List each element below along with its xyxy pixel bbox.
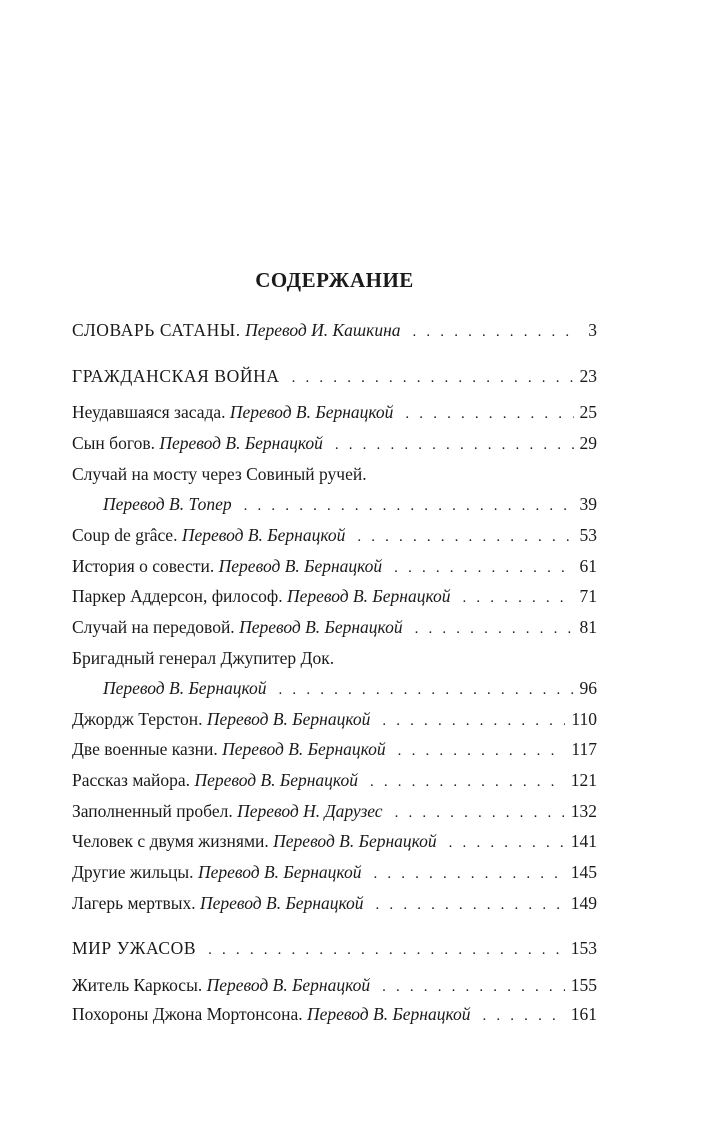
entry-title: Coup de grâce.: [72, 525, 178, 545]
dot-leader: [382, 975, 565, 999]
entry-translator: Перевод В. Бернацкой: [206, 975, 371, 995]
entry-title: Человек с двумя жизнями.: [72, 831, 269, 851]
toc-entry: [72, 492, 597, 516]
entry-translator: Перевод В. Бернацкой: [194, 770, 358, 790]
dot-leader: [398, 739, 566, 763]
entry-translator: Перевод В. Бернацкой: [206, 709, 371, 729]
entry-title: СЛОВАРЬ САТАНЫ.: [72, 320, 241, 340]
entry-title: Сын богов.: [72, 433, 155, 453]
dot-leader: [279, 678, 574, 702]
dot-leader: [335, 433, 574, 457]
entry-translator: Перевод В. Бернацкой: [273, 831, 437, 851]
entry-title: ГРАЖДАНСКАЯ ВОЙНА: [72, 366, 280, 386]
entry-title: Житель Каркосы.: [72, 975, 203, 995]
dot-leader: [357, 525, 573, 549]
dot-leader: [382, 709, 565, 733]
dot-leader: [462, 586, 573, 610]
entry-translator: Перевод В. Бернацкой: [222, 739, 386, 759]
entry-page-number: 39: [579, 494, 597, 514]
entry-page-number: 53: [579, 525, 597, 545]
dot-leader: [208, 938, 565, 962]
toc-entry: [72, 676, 597, 700]
entry-title: Неудавшаяся засада.: [72, 402, 226, 422]
entry-page-number: 161: [570, 1004, 597, 1024]
entry-page-number: 155: [570, 975, 597, 995]
toc-entry: [72, 523, 597, 547]
toc-entry: [72, 973, 597, 997]
entry-title: Джордж Терстон.: [72, 709, 203, 729]
entry-page-number: 71: [579, 586, 597, 606]
dot-leader: [376, 893, 565, 917]
toc-entry: [72, 860, 597, 884]
toc-entry: [72, 431, 597, 455]
dot-leader: [395, 801, 565, 825]
entry-page-number: 61: [579, 556, 597, 576]
entry-title: Две военные казни.: [72, 739, 218, 759]
toc-entry: [72, 615, 597, 639]
toc-entry: [72, 829, 597, 853]
entry-page-number: 149: [570, 893, 597, 913]
entry-translator: Перевод В. Бернацкой: [239, 617, 403, 637]
toc-entry: [72, 737, 597, 761]
entry-translator: Перевод В. Бернацкой: [181, 525, 346, 545]
entry-page-number: 141: [570, 831, 597, 851]
entry-translator: Перевод В. Бернацкой: [306, 1004, 471, 1024]
toc-entry: [72, 768, 597, 792]
entry-page-number: 3: [588, 320, 597, 340]
entry-translator: Перевод В. Бернацкой: [200, 893, 364, 913]
dot-leader: [394, 556, 573, 580]
toc-entry: [72, 554, 597, 578]
entry-translator: Перевод В. Бернацкой: [229, 402, 394, 422]
entry-translator: Перевод И. Кашкина: [245, 320, 401, 340]
entry-page-number: 23: [579, 366, 597, 386]
entry-title: Паркер Аддерсон, философ.: [72, 586, 283, 606]
toc-entry: [72, 400, 597, 424]
entry-translator: Перевод В. Бернацкой: [103, 678, 267, 698]
entry-page-number: 110: [571, 709, 597, 729]
entry-page-number: 81: [579, 617, 597, 637]
toc-entry: [72, 707, 597, 731]
toc-entry: [72, 646, 597, 670]
entry-page-number: 121: [570, 770, 597, 790]
dot-leader: [292, 366, 574, 390]
entry-title: Другие жильцы.: [72, 862, 194, 882]
entry-title: Лагерь мертвых.: [72, 893, 196, 913]
entry-title: Случай на мосту через Совиный ручей.: [72, 464, 367, 484]
entry-translator: Перевод Н. Дарузес: [237, 801, 383, 821]
dot-leader: [415, 617, 574, 641]
dot-leader: [244, 494, 574, 518]
entry-title: Бригадный генерал Джупитер Док.: [72, 648, 335, 668]
dot-leader: [373, 862, 564, 886]
toc-entry: [72, 799, 597, 823]
entry-page-number: 145: [570, 862, 597, 882]
dot-leader: [370, 770, 565, 794]
entry-translator: Перевод В. Бернацкой: [286, 586, 451, 606]
entry-page-number: 96: [579, 678, 597, 698]
entry-page-number: 132: [570, 801, 597, 821]
entry-translator: Перевод В. Топер: [103, 494, 232, 514]
toc-entry: [72, 936, 597, 960]
entry-title: Рассказ майора.: [72, 770, 191, 790]
entry-translator: Перевод В. Бернацкой: [197, 862, 362, 882]
entry-page-number: 117: [571, 739, 597, 759]
dot-leader: [482, 1004, 564, 1028]
toc-entry: [72, 364, 597, 388]
entry-title: МИР УЖАСОВ: [72, 938, 197, 958]
entry-page-number: 153: [570, 938, 597, 958]
entry-translator: Перевод В. Бернацкой: [159, 433, 323, 453]
entry-translator: Перевод В. Бернацкой: [218, 556, 383, 576]
entry-title: Похороны Джона Мортонсона.: [72, 1004, 303, 1024]
entry-title: Случай на передовой.: [72, 617, 235, 637]
toc-entry: [72, 318, 597, 342]
entry-page-number: 29: [579, 433, 597, 453]
dot-leader: [405, 402, 573, 426]
toc-entry: [72, 584, 597, 608]
entry-title: Заполненный пробел.: [72, 801, 233, 821]
dot-leader: [449, 831, 565, 855]
entry-page-number: 25: [579, 402, 597, 422]
dot-leader: [413, 320, 578, 344]
entry-title: История о совести.: [72, 556, 215, 576]
toc-heading: СОДЕРЖАНИЕ: [255, 268, 414, 292]
toc-entry: [72, 462, 597, 486]
toc-entry: [72, 1002, 597, 1026]
toc-entry: [72, 891, 597, 915]
